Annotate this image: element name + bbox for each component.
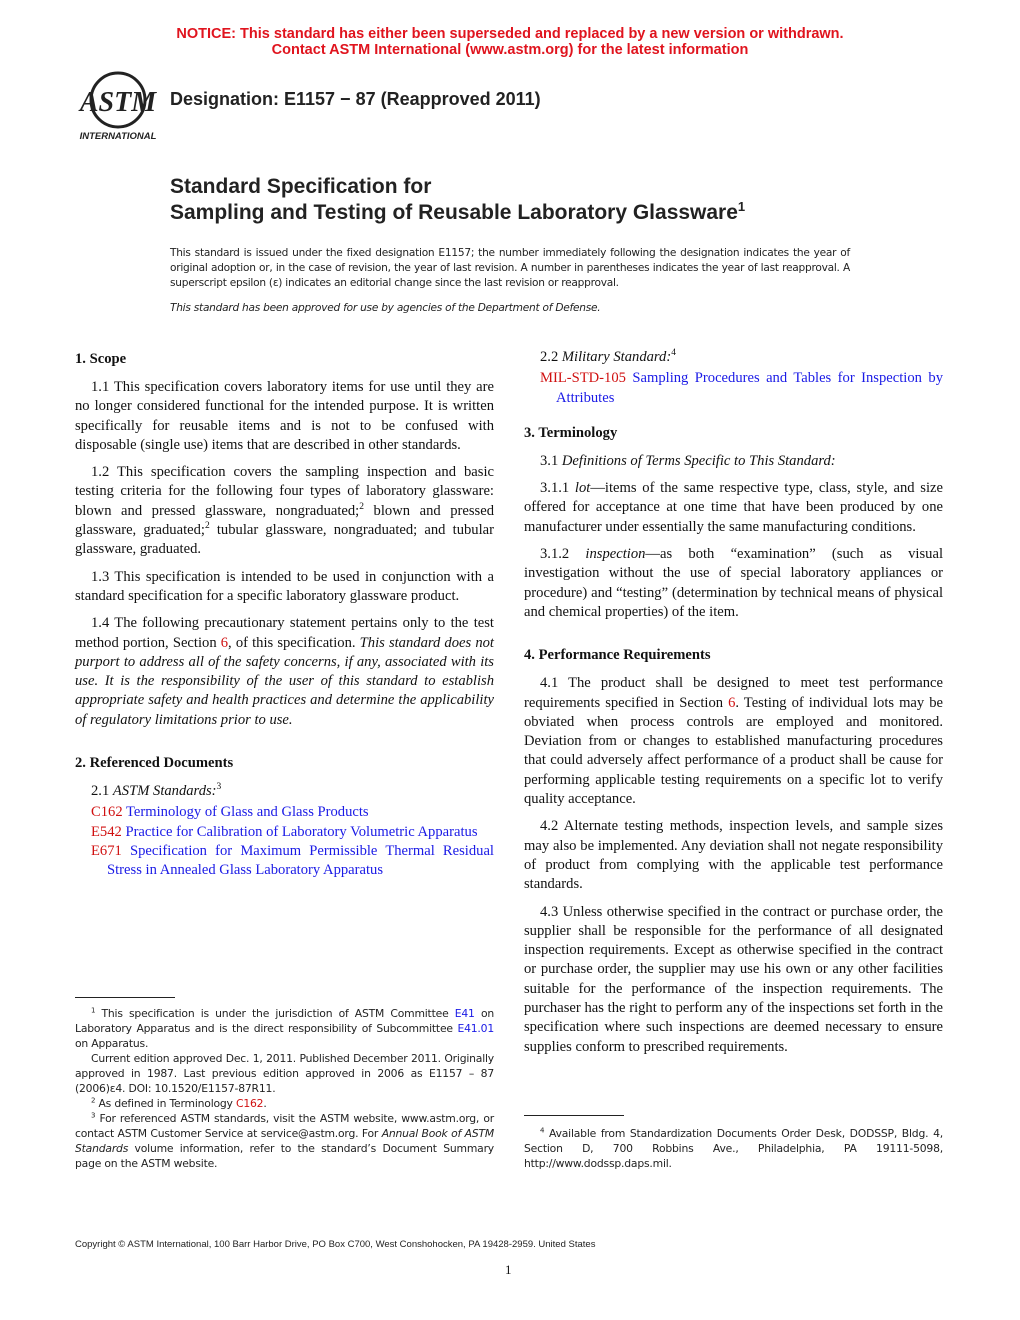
svg-text:INTERNATIONAL: INTERNATIONAL [79,131,157,142]
left-column [75,348,494,881]
reference-link[interactable]: 6 [728,694,736,711]
text-segment: —items of the same respective type, class, style, and size offered for acceptance at one time that have been produced by one manufacturer under essentially the same manufacturing conditions. [524,480,943,535]
text-segment: 3.1 [540,452,562,469]
spacer [524,630,943,644]
text-segment: ASTM Standards: [112,783,217,800]
intro-note [170,246,850,316]
paragraph [524,545,943,622]
text-segment: Annual Book of ASTM Standards [75,1127,494,1155]
reference-link[interactable]: Specification for Maximum Permissible Thermal Residual Stress in Annealed Glass Laboratory Apparatus [107,842,494,879]
text-segment: . Testing of individual lots may be obviated when process controls are employed and monitored. Deviation from or changes to established manufacturing procedures that could adversely affect performance of a product shall be cause for performing applicable testing requirements on a specific lot to verify quality acceptance. [524,694,944,808]
text-segment: , of this specification. [228,634,360,651]
text-segment: 4.2 Alternate testing methods, inspection levels, and sample sizes may also be implemented. Any deviation shall not negate responsibility of product from complying with the applicable test performance standards. [524,818,943,893]
section-heading [75,348,494,370]
title-line-1: Standard Specification for [170,175,432,198]
text-segment: Definitions of Terms Specific to This Standard: [561,452,836,469]
section-heading [75,752,494,774]
text-segment: inspection [585,546,646,563]
text-segment: lot [574,480,591,497]
footnote [75,1111,494,1171]
reference-link[interactable]: Practice for Calibration of Laboratory Volumetric Apparatus [121,823,478,840]
text-segment: 1.2 This specification covers the sampling inspection and basic testing criteria for the following four types of laboratory glassware: blown and pressed glassware, nongraduated; [75,464,494,519]
spacer [75,738,494,752]
footnote-ref: 4 [671,348,676,359]
page-number: 1 [505,1262,512,1277]
text-segment: tubular glassware, nongraduated; and tubular glassware, graduated. [75,522,494,558]
paragraph [75,782,494,801]
section-heading [524,644,943,666]
footnote-ref: 2 [204,521,210,532]
text-segment: on Apparatus. [75,1037,149,1050]
text-segment: 2.2 [540,349,562,365]
text-segment: 3.1.2 [540,546,586,563]
reference-link[interactable]: C162 [235,1097,264,1110]
text-segment: Military Standard: [561,349,672,365]
text-segment: 1.4 The following precautionary statement pertains only to the test method portion, Section [75,615,494,651]
paragraph [524,479,943,537]
paragraph [524,674,943,809]
referenced-document [75,842,494,881]
footnote [75,1006,494,1051]
astm-logo [76,70,160,142]
title-text: Sampling and Testing of Reusable Laboratory Glassware [170,201,738,224]
text-segment: 3.1.1 [540,480,575,497]
text-segment: 4.1 The product shall be designed to meet test performance requirements specified in Section [524,675,943,711]
text-segment: —as both “examination” (such as visual investigation without the use of special laboratory appliances or procedure) and “testing” (determination by technical means of physical and chemical properties) of the item. [524,546,943,620]
text-segment: 1.1 This specification covers laboratory items for use until they are no longer considered functional for the intended purpose. It is written specifically for reusable items and is not to be confused with disposable (single use) items that are described in other standards. [75,379,494,453]
referenced-document [75,803,494,822]
text-segment: 1. Scope [75,351,127,367]
footnotes-left [75,1006,494,1171]
reference-link[interactable]: Sampling Procedures and Tables for Inspection by Attributes [556,370,943,406]
footnote-divider [75,997,175,998]
paragraph [75,568,494,607]
title-line-2 [170,200,745,226]
title-footnote-ref: 1 [737,199,746,214]
footnote [75,1051,494,1096]
spacer [524,408,943,422]
footnote [524,1126,943,1171]
referenced-document [524,369,943,408]
footnote [75,1096,494,1111]
intro-text: This standard is issued under the fixed designation E1157; the number immediately following the designation indicates the year of original adoption or, in the case of revision, the year of last revision. A number in parentheses indicates the year of last reapproval. A superscript epsilon (ε) indicates an editorial change since the last revision or reapproval. [170,247,850,289]
reference-link[interactable]: 6 [220,634,229,651]
text-segment: 4.3 Unless otherwise specified in the contract or purchase order, the supplier shall be responsible for the performance of all designated inspection requirements. Except as otherwise specified in the contract or purchase order, the supplier may use his own or any other facilities suitable for the performance of the inspection requirements. The purchaser has the right to perform any of the inspections set forth in the specification where such inspections are deemed necessary to ensure supplies conform to prescribed requirements. [524,903,943,1055]
text-segment: Current edition approved Dec. 1, 2011. Published December 2011. Originally approved in 1987. Last previous edition approved in 2006 as E1157 – 87 (2006)ɛ4. DOI: 10.1520/E1157-87R11. [75,1052,494,1095]
text-segment: This standard does not purport to address all of the safety concerns, if any, associated with its use. It is the responsibility of the user of this standard to establish appropriate safety and health practices and determine the applicability of regulatory limitations prior to use. [75,634,494,728]
section-heading [524,422,943,444]
document-title [170,174,745,226]
text-segment: on Laboratory Apparatus and is the direct responsibility of Subcommittee [75,1007,494,1035]
text-segment: 3. Terminology [524,424,618,441]
text-segment: 2.1 [91,783,113,800]
paragraph [75,463,494,559]
footnote-ref: 1 [91,1005,96,1015]
right-column [524,348,943,1065]
paragraph [524,817,943,894]
paragraph [524,452,943,471]
notice-line-1: NOTICE: This standard has either been superseded and replaced by a new version or withdrawn. [176,26,844,42]
footnotes-right [524,1126,943,1171]
designation: Designation: E1157 − 87 (Reapproved 2011) [170,89,541,109]
reference-link[interactable]: E671 [91,842,122,859]
paragraph [75,614,494,730]
svg-text:ASTM: ASTM [79,87,157,118]
text-segment: . [263,1097,267,1110]
copyright: Copyright © ASTM International, 100 Barr Harbor Drive, PO Box C700, West Conshohocken, PA 19428-2959. United States [75,1239,596,1250]
text-segment: 2. Referenced Documents [75,755,234,772]
notice-line-2: Contact ASTM International (www.astm.org) for the latest information [271,41,749,58]
text-segment: As defined in Terminology [95,1097,236,1110]
footnote-divider [524,1115,624,1116]
reference-link[interactable]: E41.01 [457,1022,494,1035]
text-segment: blown and pressed glassware, graduated; [75,502,494,539]
footnote-ref: 3 [216,782,222,793]
paragraph [524,903,943,1057]
reference-link[interactable]: Terminology of Glass and Glass Products [122,804,369,821]
text-segment: 1.3 This specification is intended to be used in conjunction with a standard specification for a specific laboratory glassware product. [75,568,494,604]
reference-link[interactable]: MIL-STD-105 [540,370,626,387]
text-segment: This specification is under the jurisdiction of ASTM Committee [95,1007,455,1020]
withdrawn-notice [0,27,1020,58]
text-segment: Available from Standardization Documents Order Desk, DODSSP, Bldg. 4, Section D, 700 Robbins Ave., Philadelphia, PA 19111-5098, http://www.dodssp.daps.mil. [524,1127,943,1170]
reference-link[interactable]: E542 [91,823,122,840]
dod-approval: This standard has been approved for use by agencies of the Department of Defense. [170,302,601,314]
text-segment: For referenced ASTM standards, visit the ASTM website, www.astm.org, or contact ASTM Customer Service at service@astm.org. For [75,1112,494,1140]
paragraph [75,378,494,455]
footnote-ref: 3 [91,1110,96,1120]
footnote-ref: 2 [91,1095,96,1105]
text-segment: volume information, refer to the standard’s Document Summary page on the ASTM website. [75,1142,494,1170]
reference-link[interactable]: C162 [91,804,123,821]
text-segment: 4. Performance Requirements [524,647,711,664]
footnote-ref: 4 [540,1125,545,1135]
paragraph [524,348,943,367]
reference-link[interactable]: E41 [454,1007,475,1020]
referenced-document [75,823,494,842]
footnote-ref: 2 [359,501,364,512]
